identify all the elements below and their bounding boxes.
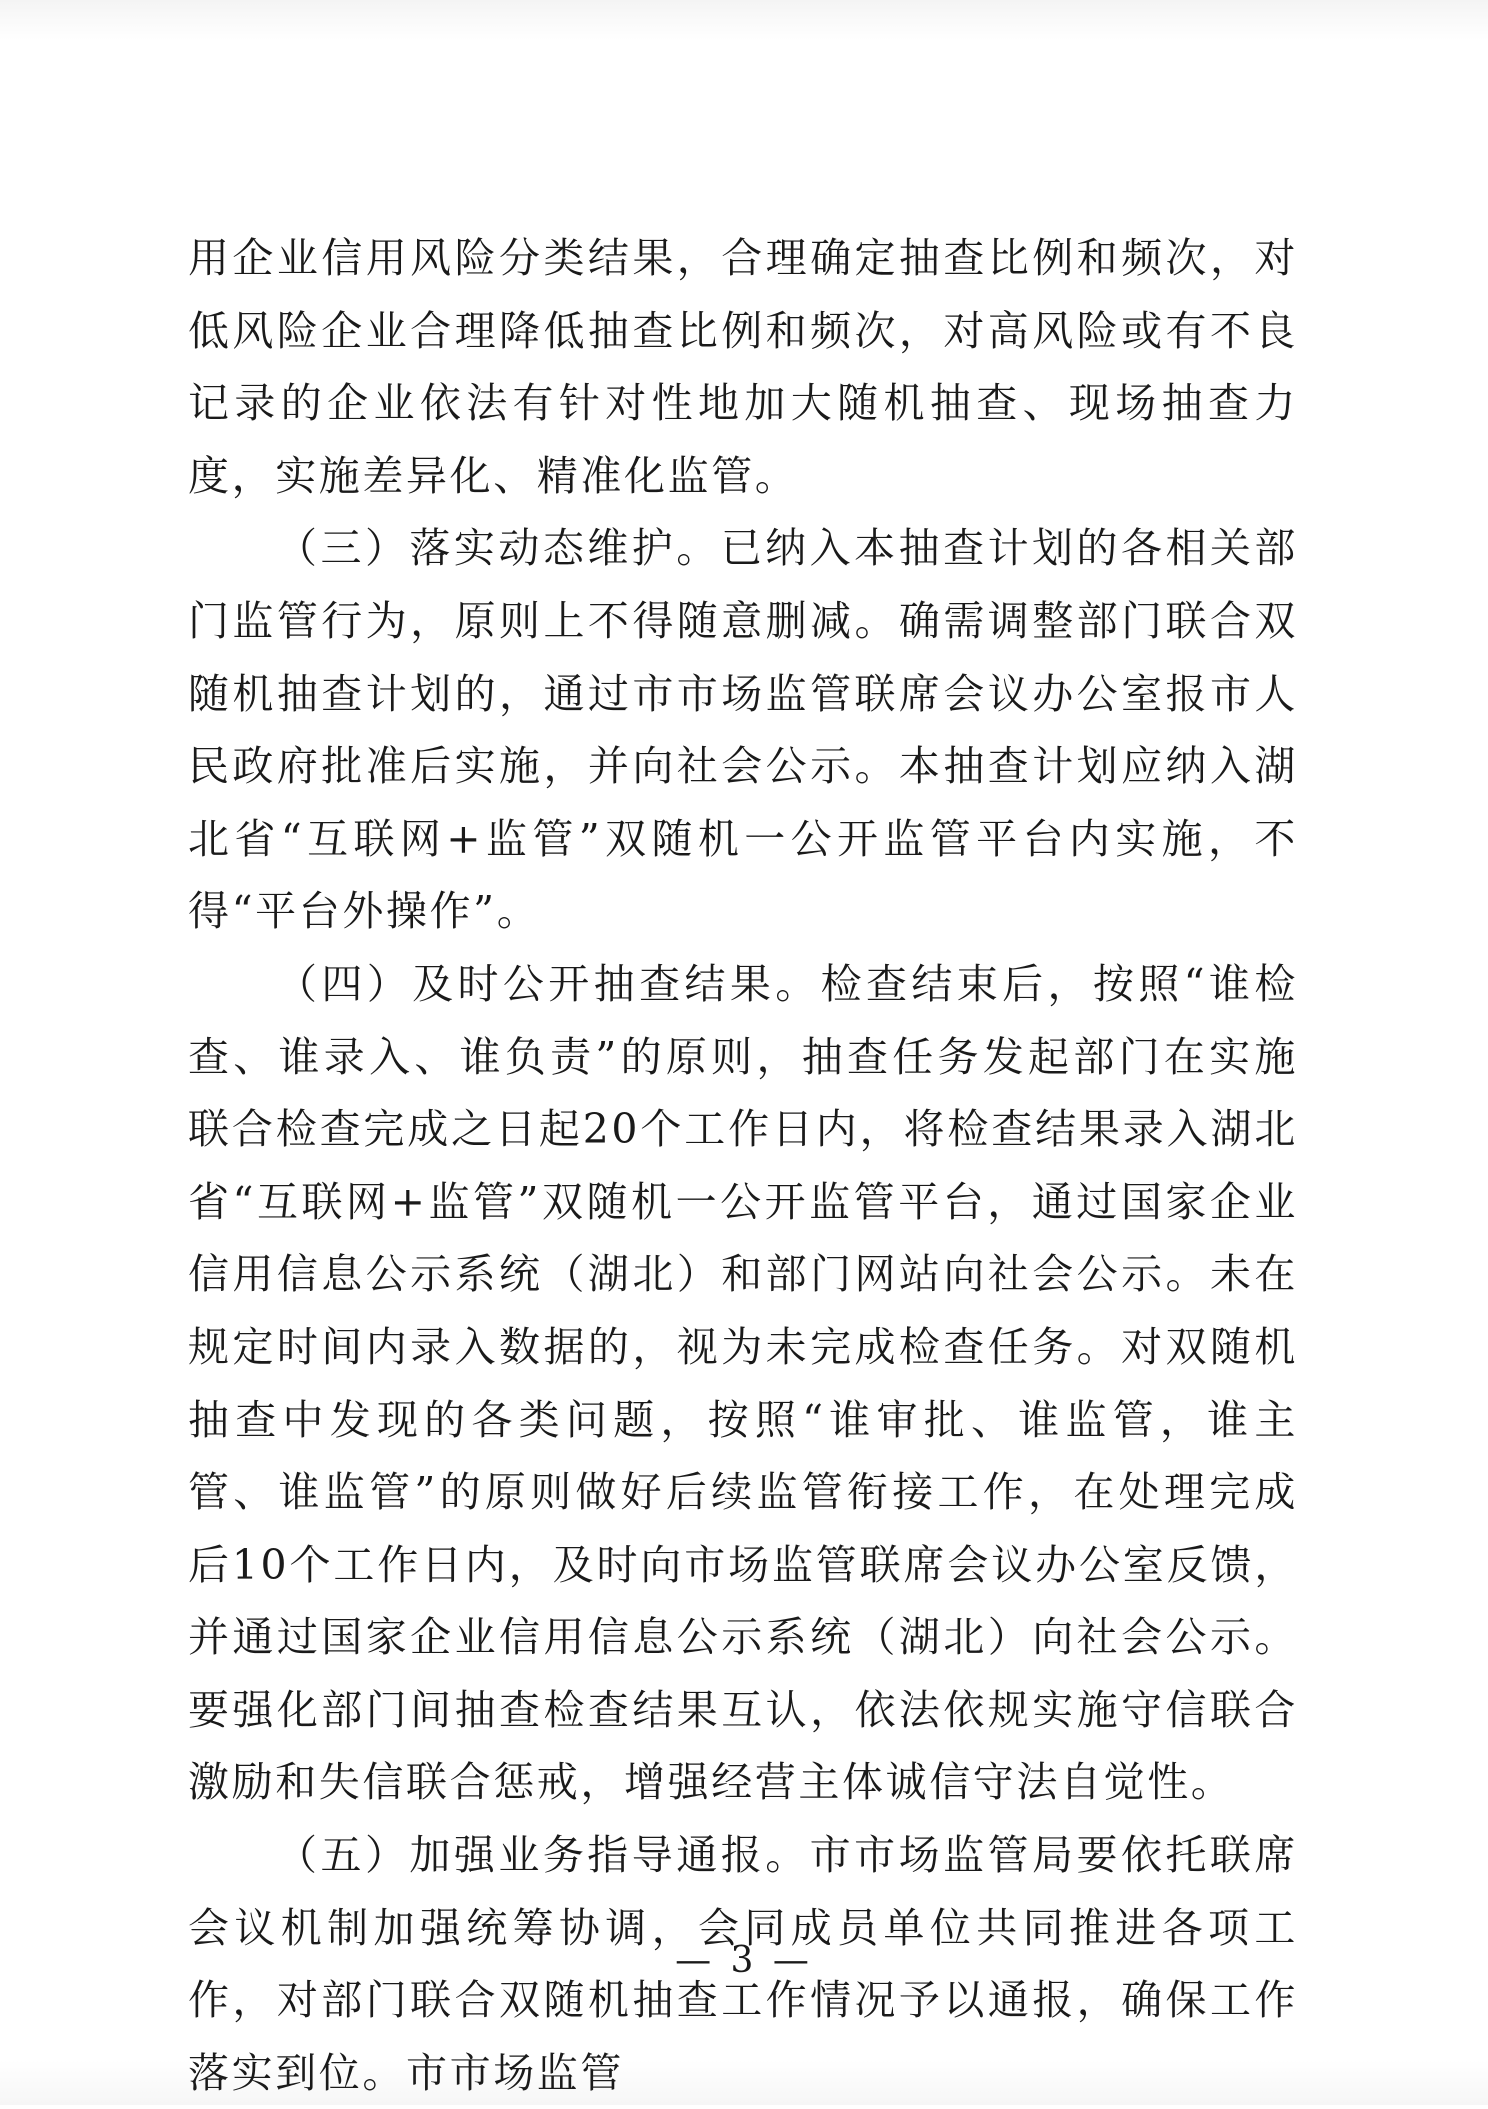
document-body: [188, 222, 1298, 2109]
paragraph-section-3: [188, 512, 1298, 948]
paragraph-text: 已纳入本抽查计划的各相关部门监管行为，原则上不得随意删减。确需调整部门联合双随机抽查计划的，通过市市场监管联席会议办公室报市人民政府批准后实施，并向社会公示。本抽查计划应纳入湖北省“互联网+监管”双随机一公开监管平台内实施，不得“平台外操作”。: [188, 524, 1298, 936]
paragraph-text: 用企业信用风险分类结果，合理确定抽查比例和频次，对低风险企业合理降低抽查比例和频次，对高风险或有不良记录的企业依法有针对性地加大随机抽查、现场抽查力度，实施差异化、精准化监管。: [188, 234, 1298, 500]
section-heading: （四）及时公开抽查结果。: [276, 959, 821, 1008]
section-heading: （三）落实动态维护。: [276, 524, 721, 573]
paragraph-text: 检查结束后，按照“谁检查、谁录入、谁负责”的原则，抽查任务发起部门在实施联合检查完成之日起20个工作日内，将检查结果录入湖北省“互联网+监管”双随机一公开监管平台，通过国家企业信用信息公示系统（湖北）和部门网站向社会公示。未在规定时间内录入数据的，视为未完成检查任务。对双随机抽查中发现的各类问题，按照“谁审批、谁监管，谁主管、谁监管”的原则做好后续监管衔接工作，在处理完成后10个工作日内，及时向市场监管联席会议办公室反馈，并通过国家企业信用信息公示系统（湖北）向社会公示。要强化部门间抽查检查结果互认，依法依规实施守信联合激励和失信联合惩戒，增强经营主体诚信守法自觉性。: [188, 959, 1299, 1807]
paragraph-text: 市市场监管局要依托联席会议机制加强统筹协调，会同成员单位共同推进各项工作，对部门联合双随机抽查工作情况予以通报，确保工作落实到位。市市场监管: [188, 1831, 1298, 2097]
paragraph-section-4: [188, 948, 1298, 1819]
paragraph-continuation: [188, 222, 1298, 512]
section-heading: （五）加强业务指导通报。: [276, 1831, 810, 1880]
page-number: — 3 —: [675, 1940, 813, 1981]
